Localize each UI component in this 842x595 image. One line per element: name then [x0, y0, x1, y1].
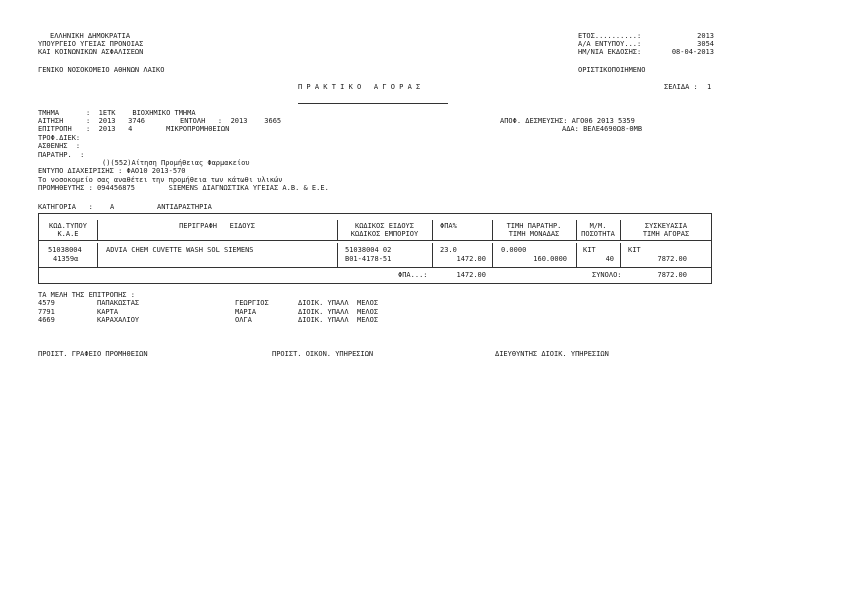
- header-item-code: ΚΩΔΙΚΟΣ ΕΙΔΟΥΣ: [354, 222, 414, 230]
- member-name: ΜΑΡΙΑ: [235, 308, 257, 316]
- header-line-3: ΚΑΙ ΚΟΙΝΩΝΙΚΩΝ ΑΣΦΑΛΙΣΕΩΝ: [38, 48, 144, 56]
- col-sep: [576, 243, 577, 267]
- header-unit-price: ΤΙΜΗ ΜΟΝΑΔΑΣ: [508, 230, 560, 238]
- diet-label: ΤΡΟΦ.ΔΙΕΚ:: [38, 134, 81, 142]
- header-description: ΠΕΡΙΓΡΑΦΗ ΕΙΔΟΥΣ: [179, 222, 255, 230]
- row-unit: KIT: [583, 246, 596, 254]
- member-role: ΔΙΟΙΚ. ΥΠΑΛΛ ΜΕΛΟΣ: [298, 316, 379, 324]
- committee-value: : 2013 4 ΜΙΚΡΟΠΡΟΜΗΘΕΙΩΝ: [86, 125, 230, 133]
- page-number: 1: [707, 83, 712, 91]
- col-sep: [620, 243, 621, 267]
- page-title: Π Ρ Α Κ Τ Ι Κ Ο Α Γ Ο Ρ Α Σ: [298, 83, 421, 91]
- page-number-label: ΣΕΛΙΔΑ :: [664, 83, 698, 91]
- assignment-note: Το νοσοκομείο σας αναθέτει την προμήθεια των κάτωθι υλικών: [38, 176, 283, 184]
- remarks-line: ()(552)Αίτηση Προμήθειας Φαρμακείου: [102, 159, 250, 167]
- row-total: 7872.00: [657, 255, 687, 263]
- signature-director: ΔΙΕΥΘΥΝΤΗΣ ΔΙΟΙΚ. ΥΠΗΡΕΣΙΩΝ: [495, 350, 609, 358]
- header-line-1: ΕΛΛΗΝΙΚΗ ΔΗΜΟΚΡΑΤΙΑ: [50, 32, 131, 40]
- row-ref-price: 0.0000: [501, 246, 527, 254]
- decision-value: ΑΠΟΦ. ΔΕΣΜΕΥΣΗΣ: ΑΓΟ06 2013 5359: [500, 117, 635, 125]
- grand-total-value: 7872.00: [657, 271, 687, 279]
- ada-value: ΑΔΑ: ΒΕΛΕ4690Ω8-ΘΜΒ: [562, 125, 643, 133]
- col-sep: [432, 220, 433, 240]
- member-surname: ΠΑΠΑΚΩΣΤΑΣ: [97, 299, 140, 307]
- row-quantity: 40: [605, 255, 614, 263]
- vat-total-label: ΦΠΑ...:: [398, 271, 428, 279]
- order-value: ΕΝΤΟΛΗ : 2013 3665: [180, 117, 282, 125]
- table-bottom-border: [38, 283, 712, 284]
- department-label: ΤΜΗΜΑ: [38, 109, 60, 117]
- form-number-label: Α/Α ΕΝΤΥΠΟΥ...:: [578, 40, 642, 48]
- vat-total-value: 1472.00: [456, 271, 486, 279]
- header-unit: Μ/Μ.: [589, 222, 607, 230]
- table-body-divider: [38, 267, 712, 268]
- row-description: ADVIA CHEM CUVETTE WASH SOL SIEMENS: [106, 246, 254, 254]
- member-name: ΓΕΩΡΓΙΟΣ: [235, 299, 269, 307]
- header-purchase-price: ΤΙΜΗ ΑΓΟΡΑΣ: [642, 230, 690, 238]
- grand-total-label: ΣΥΝΟΛΟ:: [592, 271, 622, 279]
- member-id: 4579: [38, 299, 55, 307]
- request-value: : 2013 3746: [86, 117, 146, 125]
- row-vat: 23.0: [440, 246, 457, 254]
- member-id: 7791: [38, 308, 55, 316]
- year-value: 2013: [697, 32, 714, 40]
- col-sep: [492, 243, 493, 267]
- header-kae: Κ.Α.Ε: [57, 230, 79, 238]
- row-item-code: 51038004 02: [345, 246, 392, 254]
- row-vat-amount: 1472.00: [456, 255, 486, 263]
- member-role: ΔΙΟΙΚ. ΥΠΑΛΛ ΜΕΛΟΣ: [298, 299, 379, 307]
- header-quantity: ΠΟΣΟΤΗΤΑ: [581, 230, 615, 238]
- signature-procurement: ΠΡΟΙΣΤ. ΓΡΑΦΕΙΟ ΠΡΟΜΗΘΕΙΩΝ: [38, 350, 148, 358]
- category-name: ΑΝΤΙΔΡΑΣΤΗΡΙΑ: [157, 203, 212, 211]
- patient-label: ΑΣΘΕΝΗΣ :: [38, 142, 81, 150]
- col-sep: [337, 243, 338, 267]
- header-code: ΚΩΔ.ΤΥΠΟΥ: [49, 222, 87, 230]
- header-line-2: ΥΠΟΥΡΓΕΙΟ ΥΓΕΙΑΣ ΠΡΟΝΟΙΑΣ: [38, 40, 144, 48]
- supplier-line: ΠΡΟΜΗΘΕΥΤΗΣ : 094456875 SIEMENS ΔΙΑΓΝΩΣΤΙΚΑ ΥΓΕΙΑΣ Α.Β. & Ε.Ε.: [38, 184, 329, 192]
- issue-date-value: 08-04-2013: [671, 48, 714, 56]
- year-label: ΕΤΟΣ..........:: [578, 32, 642, 40]
- category-code: Α: [110, 203, 115, 211]
- row-package: KIT: [628, 246, 641, 254]
- member-id: 4669: [38, 316, 55, 324]
- category-label: ΚΑΤΗΓΟΡΙΑ :: [38, 203, 93, 211]
- table-top-border: [38, 213, 712, 214]
- committee-label: ΕΠΙΤΡΟΠΗ: [38, 125, 72, 133]
- department-value: : 1ΕΤΚ ΒΙΟΧΗΜΙΚΟ ΤΜΗΜΑ: [86, 109, 196, 117]
- row-unit-price: 160.0000: [533, 255, 567, 263]
- issue-date-label: ΗΜ/ΝΙΑ ΕΚΔΟΣΗΣ:: [578, 48, 642, 56]
- request-label: ΑΙΤΗΣΗ: [38, 117, 64, 125]
- header-trade-code: ΚΩΔΙΚΟΣ ΕΜΠΟΡΙΟΥ: [350, 230, 419, 238]
- status-label: ΟΡΙΣΤΙΚΟΠΟΙΗΜΕΝΟ: [578, 66, 646, 74]
- header-package: ΣΥΣΚΕΥΑΣΙΑ: [644, 222, 688, 230]
- title-underline: [298, 103, 448, 104]
- header-ref-price: ΤΙΜΗ ΠΑΡΑΤΗΡ.: [506, 222, 562, 230]
- hospital-name: ΓΕΝΙΚΟ ΝΟΣΟΚΟΜΕΙΟ ΑΘΗΝΩΝ ΛΑΙΚΟ: [38, 66, 165, 74]
- signature-finance: ΠΡΟΙΣΤ. ΟΙΚΟΝ. ΥΠΗΡΕΣΙΩΝ: [272, 350, 374, 358]
- committee-title: ΤΑ ΜΕΛΗ ΤΗΣ ΕΠΙΤΡΟΠΗΣ :: [38, 291, 135, 299]
- member-surname: ΚΑΡΑΧΑΛΙΟΥ: [97, 316, 140, 324]
- row-trade-code: B01-4178-51: [345, 255, 392, 263]
- row-kae: 41359α: [53, 255, 79, 263]
- table-header-divider: [38, 240, 712, 241]
- form-number-value: 3054: [697, 40, 714, 48]
- form-line: ΕΝΤΥΠΟ ΔΙΑΧΕΙΡΙΣΗΣ : ΦΑΟ10 2013-570: [38, 167, 186, 175]
- member-role: ΔΙΟΙΚ. ΥΠΑΛΛ ΜΕΛΟΣ: [298, 308, 379, 316]
- col-sep: [432, 243, 433, 267]
- row-code: 51038004: [48, 246, 82, 254]
- col-sep: [97, 243, 98, 267]
- header-vat: ΦΠΑ%: [440, 222, 457, 230]
- member-name: ΟΛΓΑ: [235, 316, 252, 324]
- member-surname: ΚΑΡΤΑ: [97, 308, 119, 316]
- remarks-label: ΠΑΡΑΤΗΡ. :: [38, 151, 85, 159]
